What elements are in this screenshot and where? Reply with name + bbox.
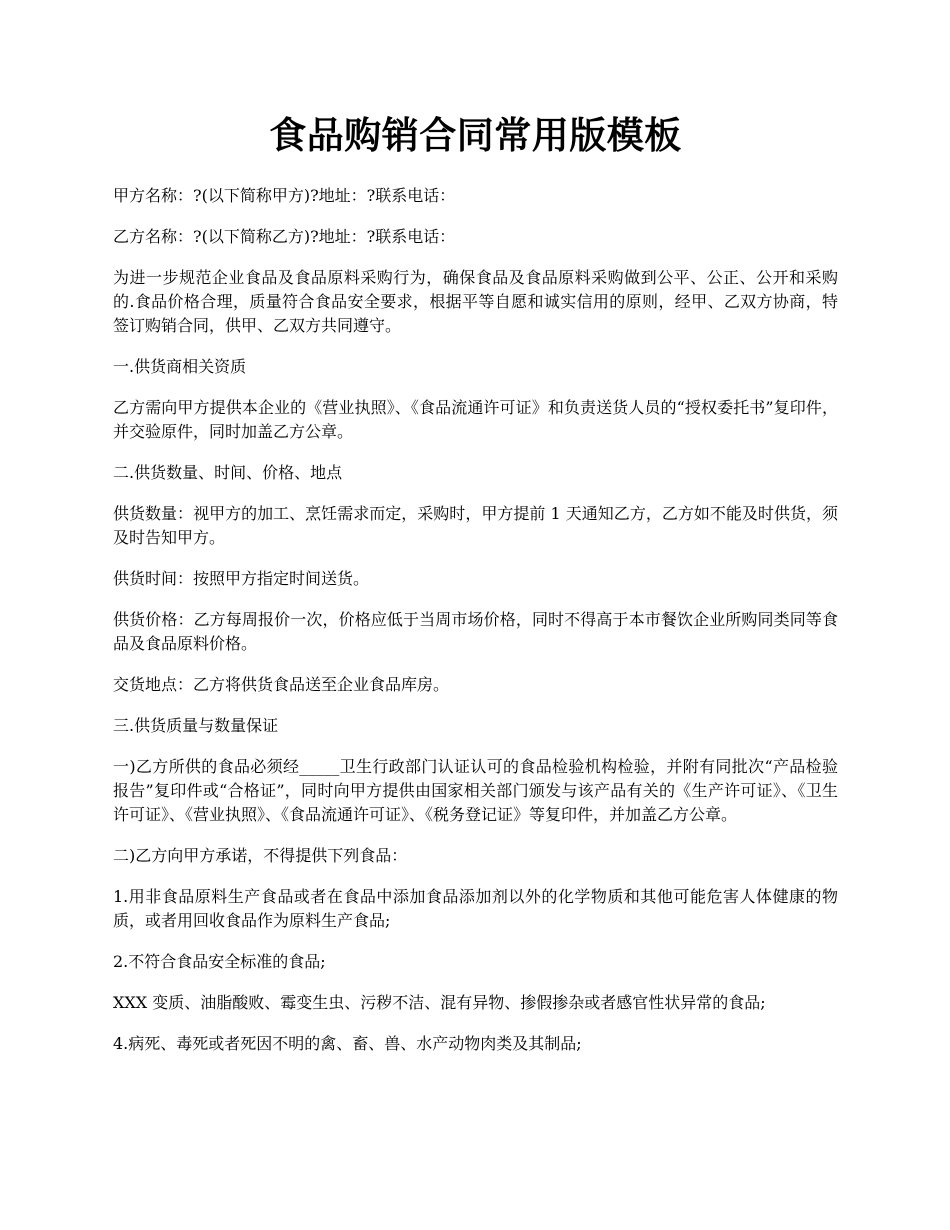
section-heading-3: 三.供货质量与数量保证 — [113, 716, 279, 735]
supply-time-paragraph: 供货时间：按照甲方指定时间送货。 — [113, 569, 370, 588]
section-heading-2: 二.供货数量、时间、价格、地点 — [113, 463, 343, 482]
preamble-paragraph: 为进一步规范企业食品及食品原料采购行为，确保食品及食品原料采购做到公平、公正、公开和采购的.食品价格合理，质量符合食品安全要求，根据平等自愿和诚实信用的原则，经甲、乙双方协商，特签订购销合同，供甲、乙双方共同遵守。 — [113, 268, 838, 335]
party-b-info: 乙方名称：?(以下简称乙方)?地址：?联系电话： — [113, 227, 456, 246]
prohibited-item-2: 2.不符合食品安全标准的食品; — [113, 952, 326, 971]
party-a-info: 甲方名称：?(以下简称甲方)?地址：?联系电话： — [113, 186, 456, 205]
supply-price-paragraph: 供货价格：乙方每周报价一次，价格应低于当周市场价格，同时不得高于本市餐饮企业所购同类同等食品及食品原料价格。 — [113, 610, 838, 653]
prohibited-item-3: XXX 变质、油脂酸败、霉变生虫、污秽不洁、混有异物、掺假掺杂或者感官性状异常的食品; — [113, 993, 766, 1012]
prohibited-food-intro: 二)乙方向甲方承诺，不得提供下列食品： — [113, 846, 408, 865]
prohibited-item-1: 1.用非食品原料生产食品或者在食品中添加食品添加剂以外的化学物质和其他可能危害人体健康的物质，或者用回收食品作为原料生产食品; — [113, 887, 838, 930]
delivery-location-paragraph: 交货地点：乙方将供货食品送至企业食品库房。 — [113, 675, 450, 694]
supply-quantity-paragraph: 供货数量：视甲方的加工、烹饪需求而定，采购时，甲方提前 1 天通知乙方，乙方如不能及时供货，须及时告知甲方。 — [113, 504, 838, 547]
section-heading-1: 一.供货商相关资质 — [113, 357, 247, 376]
document-body — [113, 112, 838, 1073]
quality-inspection-paragraph: 一)乙方所供的食品必须经_____卫生行政部门认证认可的食品检验机构检验，并附有同批次“产品检验报告”复印件或“合格证”，同时向甲方提供由国家相关部门颁发与该产品有关的《生产许可证》、《卫生许可证》、《营业执照》、《食品流通许可证》、《税务登记证》等复印件，并加盖乙方公章。 — [113, 757, 838, 824]
document-title: 食品购销合同常用版模板 — [269, 114, 682, 157]
prohibited-item-4: 4.病死、毒死或者死因不明的禽、畜、兽、水产动物肉类及其制品; — [113, 1034, 582, 1053]
supplier-qualification-paragraph: 乙方需向甲方提供本企业的《营业执照》、《食品流通许可证》和负责送货人员的“授权委托书”复印件，并交验原件，同时加盖乙方公章。 — [113, 398, 838, 441]
